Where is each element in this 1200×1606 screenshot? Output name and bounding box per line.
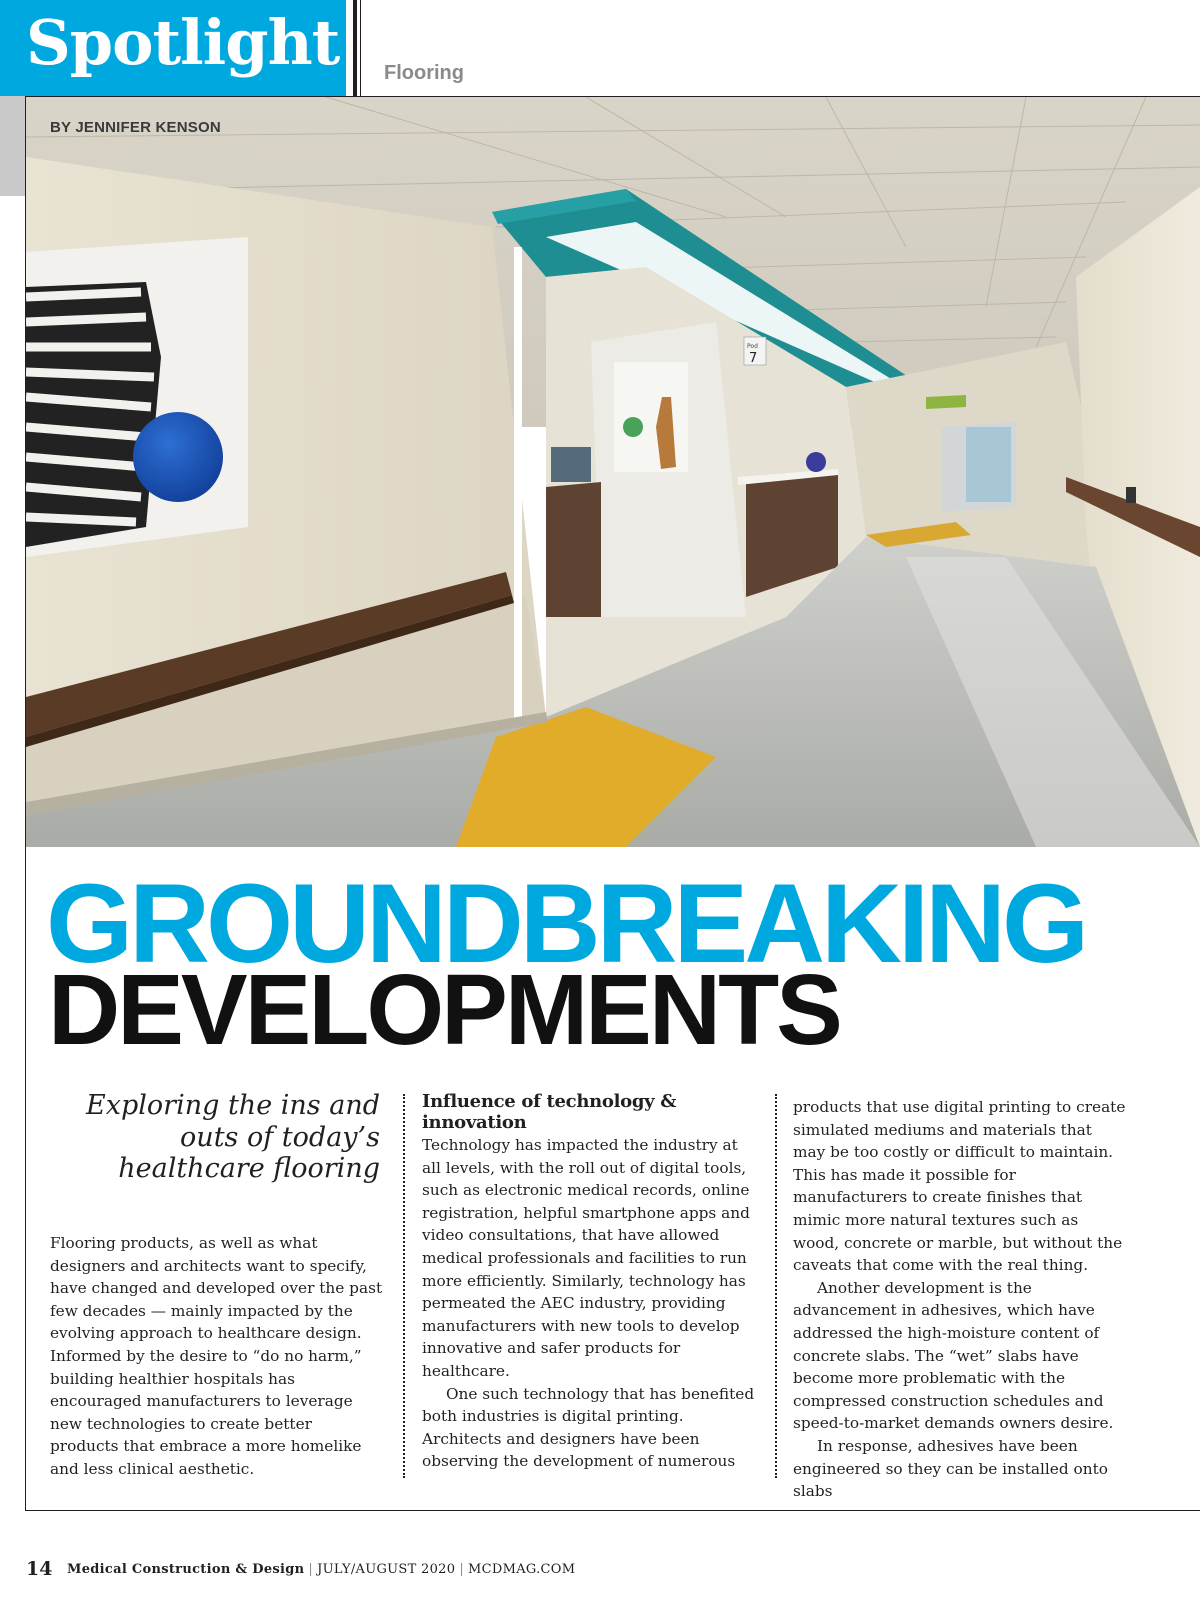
hero-photo [26,97,1200,847]
paragraph: In response, adhesives have been engineered so they can be installed onto slabs [793,1436,1108,1501]
paragraph: Technology has impacted the industry at all levels, with the roll out of digital tools, such as electronic medical records, online registration, helpful smartphone apps and video consultations, that have allowed medical professionals and facilities to run more efficiently. Similarly, technology has permeated the AEC industry, providing manufacturers with new tools to develop innovative and safer products for healthcare. [422,1136,750,1380]
header-divider-thin [360,0,361,97]
byline: BY JENNIFER KENSON [50,119,221,136]
category-label: Flooring [384,62,464,84]
section-title: Spotlight [26,6,340,79]
section-subhead: Influence of technology & innovation [422,1091,677,1133]
pod-sign-label: Pod [747,343,758,350]
column-divider [775,1094,777,1478]
article-deck: Exploring the ins and outs of today’s healthcare flooring [86,1090,380,1185]
article-column-1 [50,1232,385,1481]
article-column-3 [793,1096,1128,1503]
paragraph: Flooring products, as well as what designers and architects want to specify, have changed and developed over the past few decades — mainly impacted by the evolving approach to healthcare design. Informed by the desire to “do no harm,” building healthier hospitals has encouraged manufacturers to leverage new technologies to create better products that embrace a more homelike and less clinical aesthetic. [50,1234,383,1478]
header-divider-thick [353,0,357,97]
headline-line-1: GROUNDBREAKING [46,861,1086,986]
headline-line-2: DEVELOPMENTS [48,954,840,1066]
column-divider [403,1094,405,1478]
section-tag [0,0,346,97]
issue-date: JULY/AUGUST 2020 [317,1562,456,1577]
publication-name: Medical Construction & Design [67,1562,305,1577]
paragraph: products that use digital printing to create simulated mediums and materials that may be too costly or difficult to maintain. This has made it possible for manufacturers to create finishes that mimic more natural textures such as wood, concrete or marble, but without the caveats that come with the real thing. [793,1098,1126,1275]
article-column-2 [422,1091,758,1473]
pod-sign-number: 7 [749,351,758,366]
paragraph: One such technology that has benefited both industries is digital printing. Architects and designers have been observing the development of numerous [422,1384,755,1471]
footer-credits: Medical Construction & Design | JULY/AUGUST 2020 | MCDMAG.COM [67,1562,576,1577]
corner-shade [0,96,26,196]
page-number: 14 [26,1558,53,1580]
website-link[interactable]: MCDMAG.COM [468,1562,576,1577]
paragraph: Another development is the advancement in adhesives, which have addressed the high-moisture content of concrete slabs. The “wet” slabs have become more problematic with the compressed construction schedules and speed-to-market demands owners desire. [793,1278,1114,1433]
footer-rule [26,1510,1200,1511]
